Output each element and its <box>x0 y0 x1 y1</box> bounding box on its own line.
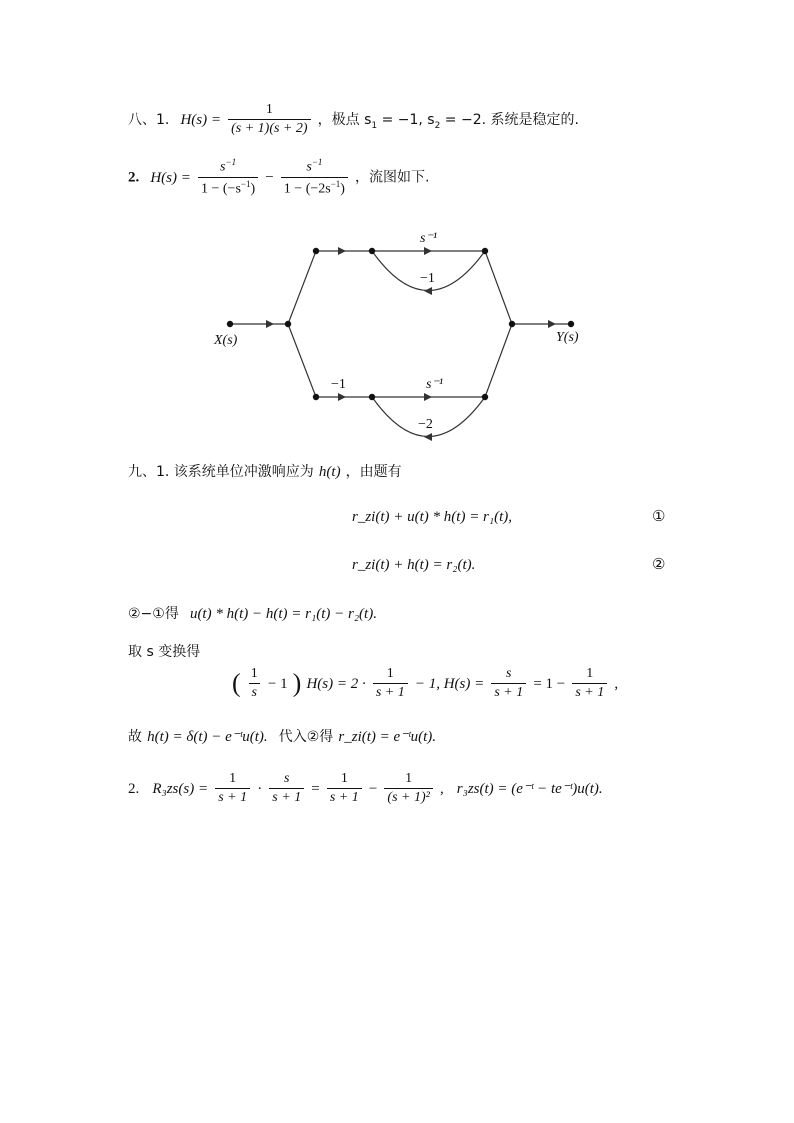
r-f1-num: 1 <box>229 771 237 786</box>
r-fraction1 <box>215 772 250 805</box>
node-merge <box>509 321 515 327</box>
r-minus: − <box>368 781 378 797</box>
difference-equation: u(t) * h(t) − h(t) = r₁(t) − r₂(t). <box>189 606 377 622</box>
lower-split-branch <box>288 324 316 397</box>
tf-tail: − 1, H(s) = <box>414 676 485 692</box>
result-ht: h(t) = δ(t) − e⁻ᵗu(t). <box>147 729 268 745</box>
h2-f1-den-text: 1 − (−s <box>200 181 241 197</box>
r-comma: , <box>439 781 444 797</box>
r-equals: = <box>311 781 320 797</box>
r-fraction4 <box>384 772 432 805</box>
r3-result: r₃zs(t) = (e⁻ᵗ − te⁻ᵗ)u(t). <box>456 781 603 797</box>
arrow-output <box>548 320 556 328</box>
r-fraction2 <box>269 772 304 805</box>
tf-comma: , <box>614 676 619 692</box>
signal-flow-graph <box>0 0 794 460</box>
ht-symbol: h(t) <box>318 464 341 480</box>
h2-f2-den-text: 1 − (−2s <box>283 181 331 197</box>
r-f3-num: 1 <box>340 771 348 786</box>
result-line <box>128 728 436 745</box>
r-f4-num: 1 <box>405 771 413 786</box>
tf-h-num: 1 <box>586 666 594 681</box>
r-f4-den: (s + 1)² <box>384 788 432 805</box>
h1-lhs: H(s) = <box>180 112 221 128</box>
node-lower-1 <box>313 394 319 400</box>
item9-2-label: 2. <box>128 781 140 797</box>
tf-minus-one: − 1 <box>267 676 288 692</box>
section8-label: 八、1. <box>128 112 170 128</box>
tf-fraction2 <box>491 667 526 700</box>
section9-line1 <box>128 463 402 480</box>
paren-open: ( <box>232 668 241 698</box>
subst-text: 代入②得 <box>278 729 334 745</box>
tf-h-den: s + 1 <box>572 683 607 700</box>
label-lower-gain2: s⁻¹ <box>426 377 444 392</box>
node-output <box>568 321 574 327</box>
tf-paren-fraction <box>248 667 261 700</box>
tf-eq1: = 1 − <box>533 676 566 692</box>
node-split <box>285 321 291 327</box>
label-input: X(s) <box>214 333 238 348</box>
h1-num: 1 <box>265 102 273 117</box>
flow-text: ，流图如下. <box>355 169 430 186</box>
h2-f2-num: $s^{-1}$ <box>306 157 323 175</box>
arrow-upper-unity <box>338 247 346 255</box>
transform-equation <box>232 667 618 700</box>
upper-merge-branch <box>485 251 512 324</box>
equation-1-marker: ① <box>652 509 666 525</box>
node-upper-2 <box>369 248 375 254</box>
r-dot: · <box>257 781 263 797</box>
paren-close: ) <box>292 668 302 698</box>
arrow-lower-feedback <box>424 433 432 441</box>
r-f3-den: s + 1 <box>327 788 362 805</box>
arrow-input <box>266 320 274 328</box>
therefore-text: 故 <box>128 729 142 745</box>
poles-part2: = −1, s <box>377 112 435 128</box>
equation-1: r_zi(t) + u(t) * h(t) = r₁(t), <box>352 509 513 525</box>
tf-g-den: s + 1 <box>491 683 526 700</box>
arrow-upper-gain <box>424 247 432 255</box>
item2-label: 2. <box>128 169 140 186</box>
r-fraction3 <box>327 772 362 805</box>
h2-minus: − <box>265 169 274 186</box>
tf-f-den: s + 1 <box>373 683 408 700</box>
node-input <box>227 321 233 327</box>
h2-f2-den: $1 - (-2s^{-1})$ <box>281 177 348 197</box>
difference-label: ②−①得 <box>128 606 179 622</box>
r-f1-den: s + 1 <box>215 788 250 805</box>
lower-merge-branch <box>485 324 512 397</box>
h2-f1-num-s: s <box>220 159 226 175</box>
poles-part1: ，极点 s <box>317 112 372 128</box>
tf-f-num: 1 <box>386 666 394 681</box>
label-upper-feedback: −1 <box>420 271 435 286</box>
node-upper-3 <box>482 248 488 254</box>
tf-fraction3 <box>572 667 607 700</box>
label-upper-gain: s⁻¹ <box>420 231 438 246</box>
arrow-lower-gain1 <box>338 393 346 401</box>
tf-g-num: s <box>506 666 512 681</box>
after-ht-text: ，由题有 <box>345 464 402 480</box>
equation-2-marker: ② <box>652 557 666 573</box>
tf-mid: H(s) = 2 · <box>306 676 366 692</box>
section9-label: 九、1. 该系统单位冲激响应为 <box>128 464 314 480</box>
r-f2-den: s + 1 <box>269 788 304 805</box>
arrow-lower-gain2 <box>424 393 432 401</box>
tf-fraction1 <box>373 667 408 700</box>
h2-f2-num-s: s <box>306 159 312 175</box>
r-f2-num: s <box>284 771 290 786</box>
r3-lhs: R₃zs(s) = <box>152 781 209 797</box>
node-lower-3 <box>482 394 488 400</box>
label-lower-feedback: −2 <box>418 417 433 432</box>
node-upper-1 <box>313 248 319 254</box>
label-output: Y(s) <box>556 330 579 345</box>
h2-f1-num: $s^{-1}$ <box>220 157 237 175</box>
item2-equation <box>128 772 603 805</box>
difference-line <box>128 605 377 622</box>
result-rzi: r_zi(t) = e⁻ᵗu(t). <box>338 729 437 745</box>
equation-2: r_zi(t) + h(t) = r₂(t). <box>352 557 476 573</box>
node-lower-2 <box>369 394 375 400</box>
transform-text: 取 s 变换得 <box>128 644 201 660</box>
arrow-upper-feedback <box>424 287 432 295</box>
poles-part3: = −2. 系统是稳定的. <box>440 112 579 128</box>
h2-f1-den: $1 - (-s^{-1})$ <box>198 177 258 197</box>
label-lower-gain1: −1 <box>331 377 346 392</box>
h1-den: (s + 1)(s + 2) <box>228 119 310 136</box>
upper-split-branch <box>288 251 316 324</box>
poles-text: ，极点 $s_1 = -1$, $s_2 = -2$. 系统是稳定的. <box>317 112 579 131</box>
tf-paren-den: s <box>249 683 260 700</box>
h2-lhs: H(s) = <box>150 169 191 186</box>
tf-paren-num: 1 <box>250 666 258 681</box>
